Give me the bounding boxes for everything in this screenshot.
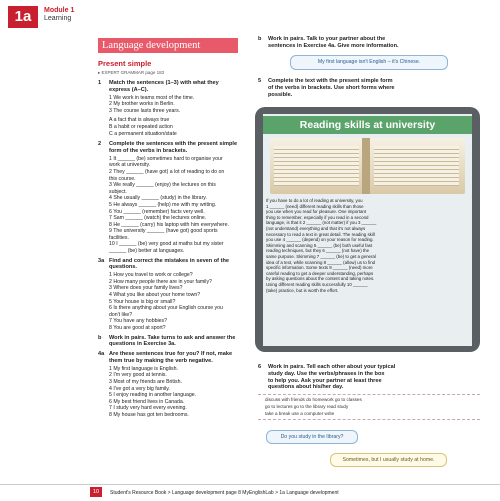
instruction-line: to help you. Ask your partner at least three xyxy=(268,377,382,384)
list-item: subject. xyxy=(109,188,127,195)
page-footer xyxy=(0,484,500,501)
list-item[interactable]: ______ (be) better at languages. xyxy=(109,248,185,255)
instruction-line: questions in Exercise 3a. xyxy=(109,341,176,348)
instruction-line: Find and correct the mistakes in seven of the xyxy=(109,257,229,264)
exercise-6 xyxy=(258,364,493,391)
exercise-4b xyxy=(258,36,493,50)
passage-line[interactable]: same purpose. Skimming 7 ______ (be) to get a general xyxy=(266,253,376,259)
list-item: 1 We work in teams most of the time. xyxy=(109,94,195,101)
instruction-line: questions. xyxy=(109,264,137,271)
list-item: 7 I study very hard every evening. xyxy=(109,405,187,412)
passage-line[interactable]: Skimming and scanning 5 ______ (be) both useful fast xyxy=(266,242,373,248)
question-list xyxy=(109,272,248,331)
section-title: Language development xyxy=(98,38,238,53)
list-item: 3 Most of my friends are British. xyxy=(109,378,182,385)
list-item[interactable]: 6 You ______ (remember) facts very well. xyxy=(109,208,205,215)
passage-line: you use when you read for pleasure. One important xyxy=(266,209,367,215)
instruction-line: Match the sentences (1–3) with what they xyxy=(109,80,219,86)
phrase-row: discuss with friends do homework go to classes xyxy=(265,397,362,402)
exercise-number: b xyxy=(98,334,102,341)
exercise-number: 1 xyxy=(98,80,102,86)
passage-line: necessary to read a text in great detail. The reading skill xyxy=(266,231,375,237)
exercise-instruction xyxy=(109,351,248,365)
exercise-1 xyxy=(98,80,248,137)
list-item[interactable]: 8 He ______ (carry) his laptop with him everywhere. xyxy=(109,221,229,228)
list-item: 2 How many people there are in your family? xyxy=(109,278,212,285)
exercise-2 xyxy=(98,141,248,255)
exercise-number: 6 xyxy=(258,364,262,370)
exercise-3a xyxy=(98,258,248,332)
module-subtitle: Learning xyxy=(44,15,72,22)
list-item: 3 The course lasts three years. xyxy=(109,107,181,114)
speech-bubble: Do you study in the library? xyxy=(266,430,358,444)
passage-line[interactable]: 1 ______ (need) different reading skills than those xyxy=(266,203,364,209)
instruction-line: study day. Use the verbs/phrases in the box xyxy=(268,370,385,377)
instruction-line: Complete the text with the present simple form xyxy=(268,78,393,84)
passage-line: (take) practice, but is worth the effort. xyxy=(266,287,339,293)
exercise-instruction xyxy=(268,364,493,391)
list-item: 6 My best friend lives in Canada. xyxy=(109,398,185,405)
exercise-4a xyxy=(98,351,248,418)
option-list xyxy=(109,117,248,137)
list-item: this course. xyxy=(109,175,136,182)
instruction-line: Complete the sentences with the present simple xyxy=(109,141,238,148)
exercise-instruction xyxy=(268,78,493,98)
exercise-instruction xyxy=(109,258,248,272)
exercise-instruction xyxy=(109,335,248,349)
list-item[interactable]: 1 It ______ (be) sometimes hard to organise your xyxy=(109,155,223,162)
list-item: 1 How you travel to work or college? xyxy=(109,272,193,279)
instruction-line: questions about his/her day. xyxy=(268,384,344,391)
instruction-line: of the verbs in brackets. Use short forms where xyxy=(268,84,395,91)
list-item: 8 You are good at sport? xyxy=(109,325,166,331)
list-item: 5 I enjoy reading in another language. xyxy=(109,392,197,399)
list-item: 6 Is there anything about your English course you xyxy=(109,305,223,312)
exercise-instruction xyxy=(268,36,493,50)
exercise-3b xyxy=(98,335,248,349)
option-item: C a permanent situation/state xyxy=(109,130,177,137)
instruction-line: Work in pairs. Tell each other about your typical xyxy=(268,364,396,370)
passage-line[interactable]: reading techniques, but they 6 ______ (not have) the xyxy=(266,248,370,254)
instruction-line: Work in pairs. Talk to your partner about the xyxy=(268,36,386,42)
book-page-right xyxy=(374,146,459,186)
sentence-list xyxy=(109,156,248,255)
phrase-box xyxy=(265,396,362,417)
list-item: 1 My first language is English. xyxy=(109,365,178,372)
passage-line: If you have to do a lot of reading at university, you xyxy=(266,198,363,203)
list-item: 4 What you like about your home town? xyxy=(109,292,201,299)
list-item: 8 My house has got ten bedrooms. xyxy=(109,411,189,418)
passage-line: by asking questions about the content and taking notes. xyxy=(266,276,375,282)
speech-bubble: My first language isn't English – it's Chinese. xyxy=(290,55,448,70)
exercise-instruction xyxy=(109,141,248,155)
left-column xyxy=(98,80,248,419)
grammar-reference[interactable]: ▸ EXPERT GRAMMAR page 183 xyxy=(98,70,165,75)
phrase-box-top-border xyxy=(258,394,480,395)
exercise-5 xyxy=(258,78,493,98)
list-item: 3 Where does your family lives? xyxy=(109,285,183,292)
list-item: work at university. xyxy=(109,162,151,169)
book-page-left xyxy=(274,146,359,186)
list-item[interactable]: 5 He always ______ (help) me with my writing. xyxy=(109,201,217,208)
sentence-list xyxy=(109,95,248,115)
passage-line: thing to remember, especially if you read in a second xyxy=(266,214,369,220)
passage-line[interactable]: idea of a text, while scanning 8 ______ (allow) us to find xyxy=(266,259,376,265)
exercise-number: b xyxy=(258,36,262,42)
list-item: 2 My brother works in Berlin. xyxy=(109,101,175,108)
list-item: don't like? xyxy=(109,311,133,318)
speech-bubble: Sometimes, but I usually study at home. xyxy=(330,453,447,467)
list-item[interactable]: 2 They ______ (have got) a lot of reading to do on xyxy=(109,168,225,175)
passage-line[interactable]: Using different reading skills successfully 10 ______ xyxy=(266,281,368,287)
passage-line: careful reading to get a deeper understanding, perhaps xyxy=(266,270,374,276)
sentence-list xyxy=(109,366,248,419)
list-item: 7 You have any hobbies? xyxy=(109,318,167,325)
passage-line[interactable]: language, is that it 2 ______ (not matter) if you 3 ______ xyxy=(266,220,377,226)
module-label: Module 1 xyxy=(44,7,75,14)
list-item[interactable]: 10 I ______ (be) very good at maths but my sister xyxy=(109,241,224,248)
instruction-line: Are these sentences true for you? If not, make xyxy=(109,351,233,358)
list-item: facilities. xyxy=(109,234,129,241)
instruction-line: Work in pairs. Take turns to ask and answer the xyxy=(109,334,236,341)
exercise-number: 5 xyxy=(258,78,262,84)
instruction-line: express (A–C). xyxy=(109,86,149,93)
list-item[interactable]: 4 She usually ______ (study) in the library. xyxy=(109,195,207,202)
topic-heading: Present simple xyxy=(98,59,152,68)
phrase-row: go to lectures go to the library read study xyxy=(265,404,349,409)
phrase-box-bottom-border xyxy=(258,419,480,420)
book-spine xyxy=(362,138,370,194)
passage-line[interactable]: you use 4 ______ (depend) on your reason for reading. xyxy=(266,237,374,243)
exercise-number: 2 xyxy=(98,141,102,148)
list-item: 4 I've got a very big family. xyxy=(109,385,170,392)
unit-badge: 1a xyxy=(8,6,38,28)
list-item[interactable]: 7 Sam ______ (watch) the lectures online. xyxy=(109,215,207,222)
exercise-number: 4a xyxy=(98,351,105,358)
list-item[interactable]: 9 The university ______ (have got) good sports xyxy=(109,228,218,235)
passage-line[interactable]: specific information. Some texts 9 ______ (need) more xyxy=(266,265,373,271)
instruction-line: them true by making the verb negative. xyxy=(109,357,213,364)
list-item: 5 Your house is big or small? xyxy=(109,298,176,305)
footer-references: Student's Resource Book > Language development page 8 MyEnglishLab > 1a Language development xyxy=(110,490,339,496)
option-item: B a habit or repeated action xyxy=(109,123,173,130)
list-item: 2 I'm very good at tennis. xyxy=(109,372,167,379)
reading-passage xyxy=(266,198,469,293)
instruction-line: possible. xyxy=(268,91,293,98)
option-item: A a fact that is always true xyxy=(109,117,170,124)
passage-line: (not understand) everything and that it's not always xyxy=(266,225,366,231)
exercise-instruction xyxy=(109,80,248,94)
exercise-number: 3a xyxy=(98,257,105,264)
phrase-row: take a break use a computer write xyxy=(265,411,335,416)
reading-title: Reading skills at university xyxy=(263,116,472,134)
list-item[interactable]: 3 We really ______ (enjoy) the lectures on this xyxy=(109,182,216,189)
page-number: 10 xyxy=(90,487,102,497)
instruction-line: sentences in Exercise 4a. Give more information. xyxy=(268,42,399,49)
instruction-line: form of the verbs in brackets. xyxy=(109,147,188,154)
